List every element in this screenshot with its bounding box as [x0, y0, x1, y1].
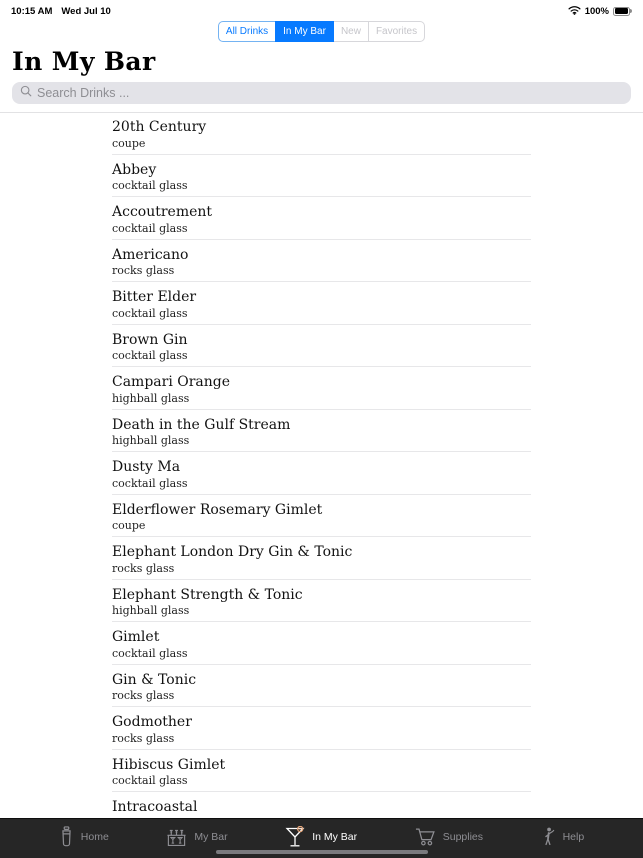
battery-icon: [613, 7, 632, 16]
list-item[interactable]: [112, 367, 531, 410]
drink-glass: cocktail glass: [112, 221, 188, 235]
drink-glass: rocks glass: [112, 264, 175, 277]
drink-name: Accoutrement: [112, 204, 213, 220]
tab-label: My Bar: [194, 830, 228, 843]
list-item[interactable]: [112, 452, 531, 495]
drink-name: Americano: [112, 246, 189, 263]
drink-glass: coupe: [112, 519, 146, 532]
tab-help[interactable]: [541, 826, 585, 848]
list-item[interactable]: [112, 537, 531, 580]
drink-name: Godmother: [112, 714, 192, 730]
drink-glass: cocktail glass: [112, 349, 188, 362]
drink-name: Intracoastal: [112, 799, 198, 815]
bar-shelf-icon: [166, 827, 187, 847]
list-item[interactable]: [112, 707, 531, 750]
drink-name: Bitter Elder: [112, 289, 197, 305]
drink-glass: rocks glass: [112, 689, 175, 702]
tab-label: Help: [562, 830, 585, 843]
drink-name: Elephant Strength & Tonic: [112, 586, 303, 603]
drink-glass: highball glass: [112, 434, 190, 447]
status-bar: [0, 0, 643, 20]
drink-name: Elephant London Dry Gin & Tonic: [112, 544, 353, 560]
tab-home[interactable]: [59, 826, 109, 847]
drink-glass: highball glass: [112, 391, 190, 405]
tab-in-my-bar[interactable]: [285, 826, 357, 848]
martini-glass-icon: [285, 826, 305, 848]
tab-label: In My Bar: [312, 830, 358, 843]
tab-supplies[interactable]: [415, 827, 483, 847]
segment-new[interactable]: New: [333, 21, 369, 42]
list-item[interactable]: [112, 792, 531, 818]
drink-name: Elderflower Rosemary Gimlet: [112, 501, 323, 518]
list-item[interactable]: [112, 197, 531, 240]
drink-name: Abbey: [112, 161, 157, 178]
home-indicator[interactable]: [216, 850, 428, 854]
search-icon: [20, 84, 32, 102]
drink-name: Dusty Ma: [112, 459, 181, 475]
list-item[interactable]: [112, 622, 531, 665]
drink-name: Gin & Tonic: [112, 671, 197, 688]
list-item[interactable]: [112, 495, 531, 538]
drink-name: Gimlet: [112, 629, 160, 645]
drink-glass: cocktail glass: [112, 774, 188, 787]
list-item[interactable]: [112, 155, 531, 198]
tab-label: Home: [80, 830, 109, 843]
drink-glass: cocktail glass: [112, 179, 188, 192]
drink-glass: cocktail glass: [112, 646, 188, 660]
list-item[interactable]: [112, 580, 531, 623]
drink-name: Brown Gin: [112, 331, 188, 348]
tab-my-bar[interactable]: [166, 827, 227, 847]
drink-glass: rocks glass: [112, 561, 175, 575]
cart-icon: [415, 827, 436, 847]
tab-label: Supplies: [442, 830, 484, 843]
list-item[interactable]: [112, 240, 531, 283]
drink-name: Campari Orange: [112, 374, 231, 390]
list-item[interactable]: [112, 750, 531, 793]
segment-favorites[interactable]: Favorites: [368, 21, 425, 42]
list-item[interactable]: [112, 410, 531, 453]
drink-glass: highball glass: [112, 604, 190, 617]
page-title: In My Bar: [12, 47, 156, 76]
drink-name: Hibiscus Gimlet: [112, 756, 226, 773]
drink-glass: rocks glass: [112, 731, 175, 745]
list-item[interactable]: [112, 325, 531, 368]
shaker-icon: [59, 826, 74, 847]
drink-list[interactable]: [0, 112, 643, 818]
drink-name: 20th Century: [112, 119, 207, 135]
status-date: Wed Jul 10: [61, 5, 111, 17]
drink-name: Death in the Gulf Stream: [112, 416, 291, 433]
drink-glass: cocktail glass: [112, 476, 188, 490]
bartender-icon: [541, 826, 556, 848]
list-item[interactable]: [112, 112, 531, 155]
search-input[interactable]: [37, 86, 623, 100]
wifi-icon: [568, 5, 581, 18]
segment-all-drinks[interactable]: All Drinks: [218, 21, 276, 42]
drink-filter-segmented-control: [0, 20, 643, 42]
list-item[interactable]: [112, 665, 531, 708]
search-field[interactable]: [12, 82, 631, 104]
battery-percent: 100%: [584, 5, 609, 17]
drink-glass: coupe: [112, 136, 146, 150]
drink-glass: cocktail glass: [112, 306, 188, 320]
segment-in-my-bar[interactable]: In My Bar: [275, 21, 334, 42]
list-item[interactable]: [112, 282, 531, 325]
status-time: 10:15 AM: [11, 5, 53, 17]
